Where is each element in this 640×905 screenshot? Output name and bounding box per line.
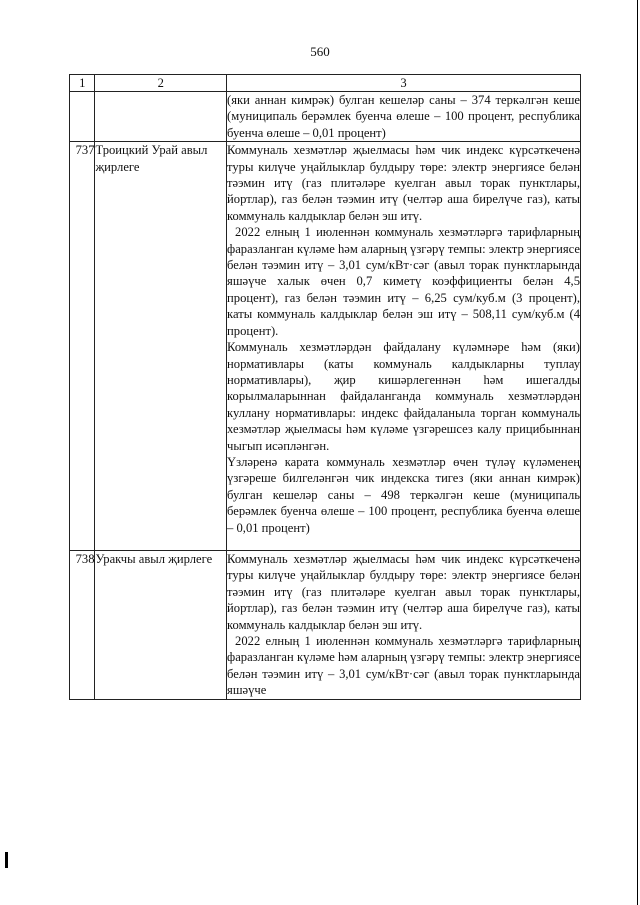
page-number: 560 [310,44,330,59]
paragraph: 2022 елның 1 июленнән коммуналь хезмәтләргә тарифларның фаразланган күләме һәм аларның үзгәрү темпы: электр энергиясе белән тәэмин итү – 3,01 сум/кВт·сәг (авыл торак пунктларында яшәүче [227,634,580,698]
scan-edge-line [637,0,638,905]
header-col-3: 3 [227,75,581,92]
paragraph: Коммуналь хезмәтләр җыелмасы һәм чик индекс күрсәткеченә туры килүче уңайлыклар булдыру төре: электр энергиясе белән тәэмин итү (газ плитәләре куелган авыл торак пунктлары, йортлар), газ белән тәэмин итү (челтәр аша бирелүче газ), каты коммуналь калдыклар белән эш итү. [227,551,580,632]
table-header-row [70,75,581,92]
row-text-cell [227,142,581,551]
row-number-cell [70,92,95,142]
table-row-738 [70,550,581,699]
row-name-cell: Троицкий Урай авыл җирлеге [95,142,227,551]
row-number-cell: 738 [70,550,95,699]
paragraph: Коммуналь хезмәтләрдән файдалану күләмнәре һәм (яки) нормативлары (каты коммуналь калдыкларны туплау нормативлары), җир кишәрлегеннән һәм ишегалды корылмаларыннан файдаланганда коммуналь хезмәтләрдән куллану нормативлары: индекс файдаланыла торган коммуналь хезмәтләр җыелмасы һәм күләме үзгәрешсез калу прицибыннан чыгып исәпләнгән. [227,340,580,453]
document-table [69,74,581,700]
header-col-2: 2 [95,75,227,92]
row-number-cell: 737 [70,142,95,551]
row-name-cell [95,92,227,142]
paragraph: 2022 елның 1 июленнән коммуналь хезмәтләргә тарифларның фаразланган күләме һәм аларның үзгәрү темпы: электр энергиясе белән тәэмин итү – 3,01 сум/кВт·сәг (авыл торак пунктларында яшәүче халык өчен 0,7 киметү коэффициенты белән 4,5 процент), газ белән тәэмин итү – 6,25 сум/куб.м (3 процент), каты коммуналь калдыклар белән эш итү – 508,11 сум/куб.м (4 процент). [227,225,580,338]
table-row-737 [70,142,581,551]
table-row-continuation [70,92,581,142]
paragraph: Үзләренә карата коммуналь хезмәтләр өчен түләү күләменең үзгәреше билгеләнгән чик индекска тигез (яки аннан кимрәк) булган кешеләр саны – 498 теркәлгән кеше (муниципаль берәмлек буенча өлеше – 100 процент, республика буенча өлеше – 0,01 процент) [227,454,580,535]
paragraph: Коммуналь хезмәтләр җыелмасы һәм чик индекс күрсәткеченә туры килүче уңайлыклар булдыру төре: электр энергиясе белән тәэмин итү (газ плитәләре куелган авыл торак пунктлары, йортлар), газ белән тәэмин итү (челтәр аша бирелүче газ), каты коммуналь калдыклар белән эш итү. [227,143,580,223]
row-name-cell: Уракчы авыл җирлеге [95,550,227,699]
header-col-1: 1 [70,75,95,92]
continuation-paragraph: (яки аннан кимрәк) булган кешеләр саны – 374 теркәлгән кеше (муниципаль берәмлек буенча өлеше – 100 процент, республика буенча өлеше – 0,01 процент) [227,93,580,140]
row-text-cell [227,92,581,142]
row-text-cell [227,550,581,699]
scan-margin-mark [5,852,8,868]
